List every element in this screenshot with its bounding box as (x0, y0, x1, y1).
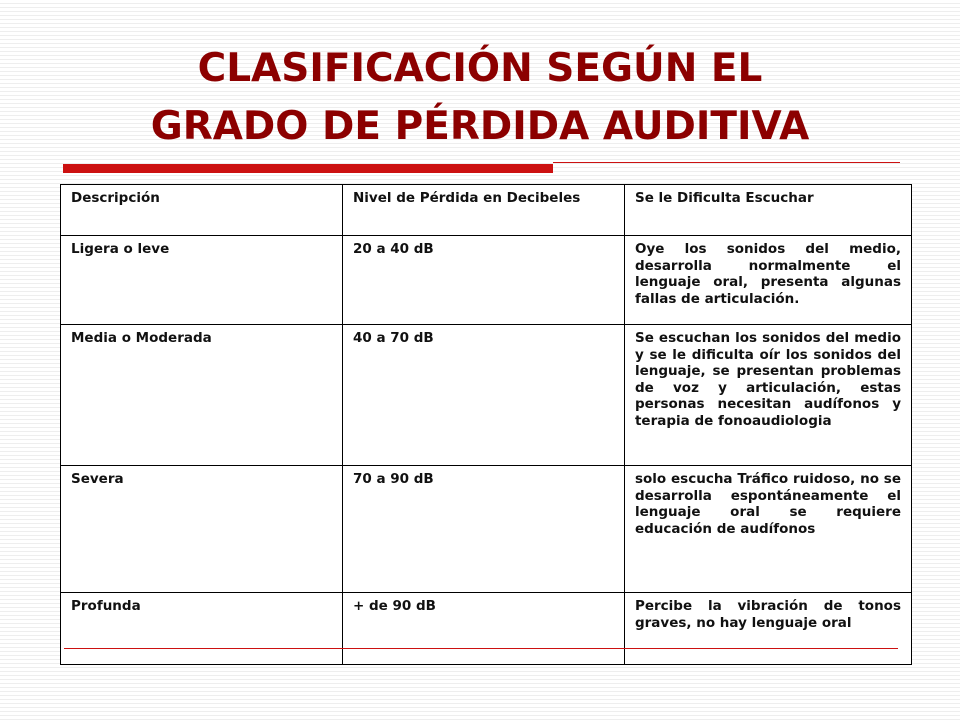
cell-descripcion: Media o Moderada (61, 325, 343, 466)
cell-dificulta: solo escucha Tráfico ruidoso, no se desarrolla espontáneamente el lenguaje oral se requiere educación de audífonos (624, 466, 911, 593)
table-row (61, 466, 912, 593)
classification-table (60, 184, 912, 665)
cell-dificulta: Se escuchan los sonidos del medio y se le dificulta oír los sonidos del lenguaje, se presentan problemas de voz y articulación, estas personas necesitan audífonos y terapia de fonoaudiologia (624, 325, 911, 466)
slide-title-line-2: GRADO DE PÉRDIDA AUDITIVA (150, 104, 810, 149)
bottom-accent-line (64, 648, 898, 649)
cell-descripcion: Profunda (61, 593, 343, 665)
accent-line (553, 162, 900, 163)
cell-nivel: 20 a 40 dB (342, 236, 624, 325)
cell-nivel: + de 90 dB (342, 593, 624, 665)
cell-nivel: 70 a 90 dB (342, 466, 624, 593)
table-row (61, 593, 912, 665)
cell-descripcion: Severa (61, 466, 343, 593)
header-nivel-text: Nivel de Pérdida en Decibeles (352, 190, 581, 206)
accent-bar (63, 164, 553, 173)
cell-descripcion: Ligera o leve (61, 236, 343, 325)
header-dificulta: Se le Dificulta Escuchar (624, 185, 911, 236)
cell-nivel: 40 a 70 dB (342, 325, 624, 466)
slide-title-line-1: CLASIFICACIÓN SEGÚN EL (197, 46, 763, 91)
slide-title (0, 40, 960, 156)
table-row (61, 236, 912, 325)
table-header-row (61, 185, 912, 236)
cell-dificulta: Oye los sonidos del medio, desarrolla normalmente el lenguaje oral, presenta algunas fallas de articulación. (624, 236, 911, 325)
table-row (61, 325, 912, 466)
header-nivel (342, 185, 624, 236)
cell-dificulta: Percibe la vibración de tonos graves, no hay lenguaje oral (624, 593, 911, 665)
header-descripcion: Descripción (61, 185, 343, 236)
